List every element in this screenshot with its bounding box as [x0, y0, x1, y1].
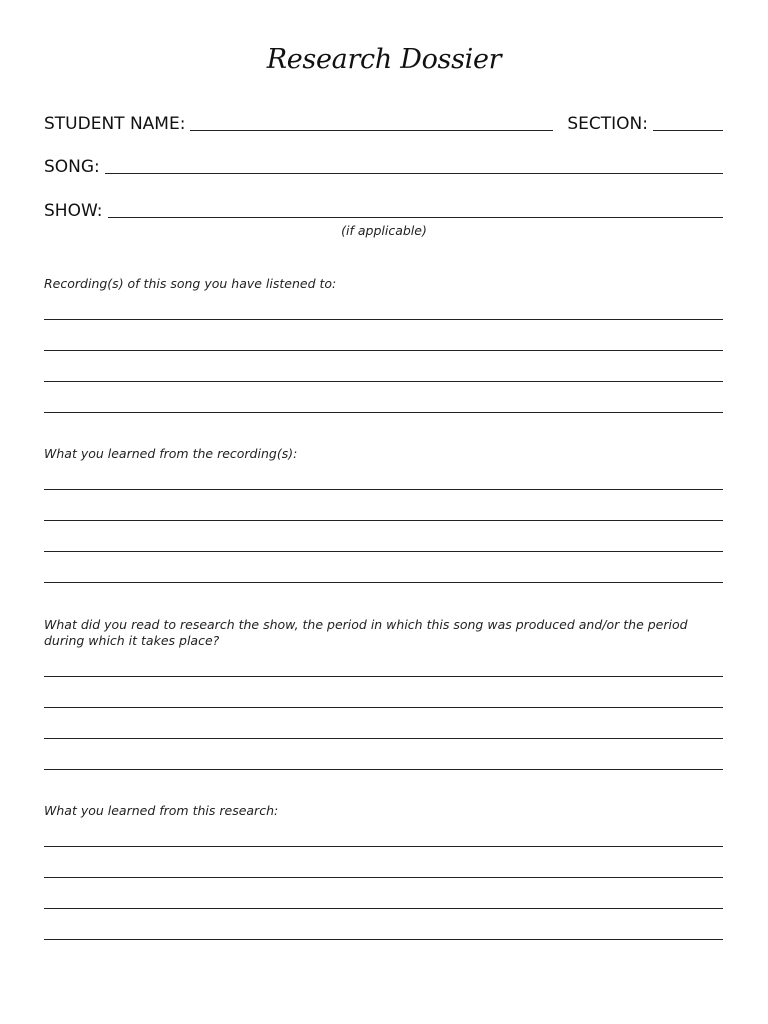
- answer-line[interactable]: [44, 350, 723, 351]
- show-hint: (if applicable): [341, 223, 427, 238]
- student-name-label: STUDENT NAME:: [44, 114, 186, 134]
- answer-line[interactable]: [44, 582, 723, 583]
- prompt-reading-research: What did you read to research the show, the period in which this song was produced and/or the period during which it takes place?: [44, 617, 688, 648]
- page-title: Research Dossier: [266, 44, 502, 75]
- answer-line[interactable]: [44, 319, 723, 320]
- answer-line[interactable]: [44, 676, 723, 677]
- song-label: SONG:: [44, 157, 100, 177]
- answer-line[interactable]: [44, 877, 723, 878]
- prompt-learned-research: What you learned from this research:: [44, 803, 279, 818]
- student-name-field[interactable]: [190, 130, 553, 131]
- answer-line[interactable]: [44, 846, 723, 847]
- show-row: [44, 201, 723, 221]
- answer-line[interactable]: [44, 489, 723, 490]
- song-row: [44, 157, 723, 177]
- song-field[interactable]: [105, 173, 723, 174]
- answer-line[interactable]: [44, 707, 723, 708]
- section-field[interactable]: [653, 130, 723, 131]
- answer-line[interactable]: [44, 939, 723, 940]
- answer-line[interactable]: [44, 551, 723, 552]
- show-field[interactable]: [108, 217, 724, 218]
- answer-line[interactable]: [44, 520, 723, 521]
- answer-line[interactable]: [44, 738, 723, 739]
- prompt-learned-recordings: What you learned from the recording(s):: [44, 446, 298, 461]
- section-label: SECTION:: [567, 114, 648, 134]
- show-label: SHOW:: [44, 201, 103, 221]
- answer-line[interactable]: [44, 412, 723, 413]
- prompt-recordings: Recording(s) of this song you have listened to:: [44, 276, 337, 291]
- answer-line[interactable]: [44, 908, 723, 909]
- answer-line[interactable]: [44, 769, 723, 770]
- answer-line[interactable]: [44, 381, 723, 382]
- student-name-row: [44, 114, 723, 134]
